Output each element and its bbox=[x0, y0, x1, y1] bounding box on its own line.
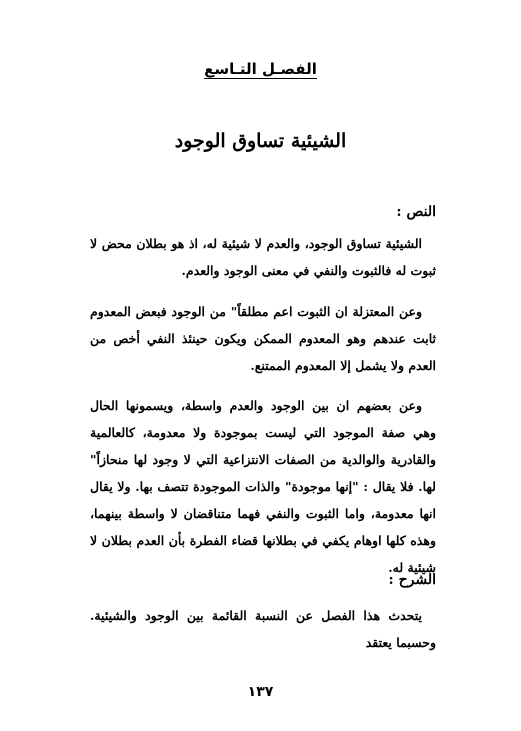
commentary-paragraph: يتحدث هذا الفصل عن النسبة القائمة بين الوجود والشيئية. وحسبما يعتقد bbox=[90, 608, 436, 650]
chapter-title: الفصـل التـاسع bbox=[204, 60, 317, 78]
paragraph-3: وعن بعضهم ان بين الوجود والعدم واسطة، ويسمونها الحال وهي صفة الموجود التي ليست بموجودة ولا معدومة، كالعالمية والقادرية والوالدية من الصفات الانتزاعية التي لا وجود لها منحازاً" لها. فلا يقال : "إنها موجودة" والذات الموجودة تتصف بها. ولا يقال انها معدومة، واما الثبوت والنفي فهما متناقضان لا واسطة بينهما، وهذه كلها اوهام يكفي في بطلانها قضاء الفطرة بأن العدم بطلان لا شيئية له. bbox=[90, 398, 436, 575]
paragraph-1: الشيئية تساوق الوجود، والعدم لا شيئية له، اذ هو بطلان محض لا ثبوت له فالثبوت والنفي في معنى الوجود والعدم. bbox=[90, 236, 436, 278]
text-heading: النص : bbox=[396, 204, 436, 220]
paragraph-2: وعن المعتزلة ان الثبوت اعم مطلقاً" من الوجود فبعض المعدوم ثابت عندهم وهو المعدوم الممكن ويكون حينئذ النفي أخص من العدم ولا يشمل إلا المعدوم الممتنع. bbox=[90, 304, 436, 373]
section-title: الشيئية تساوق الوجود bbox=[174, 130, 347, 152]
commentary-heading: الشرح : bbox=[388, 572, 436, 588]
page-number: ١٣٧ bbox=[247, 684, 274, 700]
